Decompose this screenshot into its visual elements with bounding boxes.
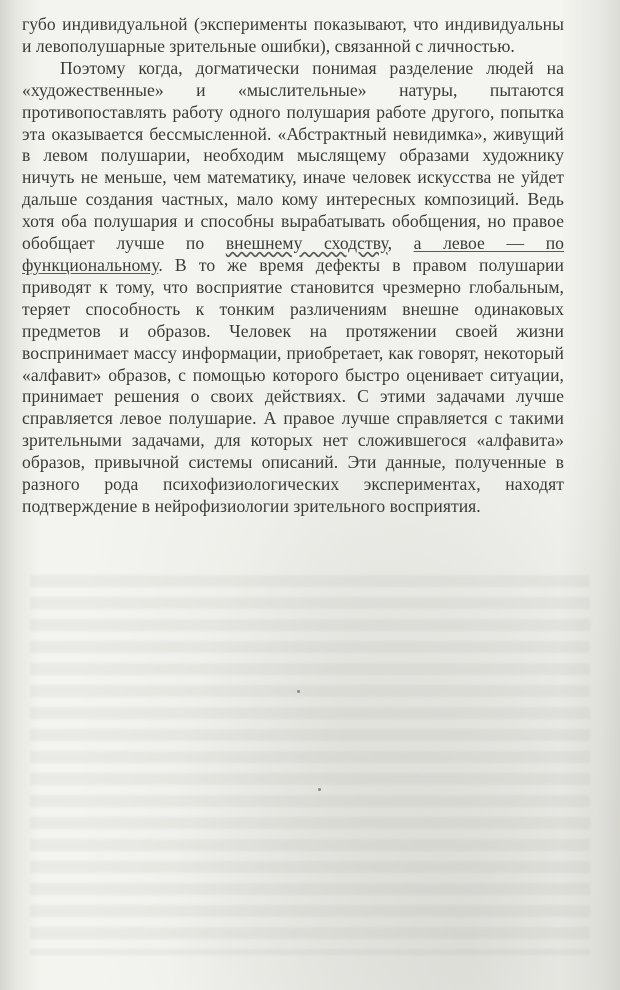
dust-speck [318, 788, 321, 791]
comma-separator: , [387, 233, 414, 254]
paragraph-main-part2: . В то же время дефекты в правом полушарии приводят к тому, что восприятие становится чрезмерно глобальным, теряет способность к тонким различениям внешне одинаковых предметов и образов. Человек на протяжении своей жизни воспринимает массу информации, приобретает, как говорят, некоторый «алфавит» образов, с помощью которого быстро оценивает ситуации, принимает решения о своих действиях. С этими задачами лучше справляется левое полушарие. А правое лучше справляется с такими зрительными задачами, для которых нет сложившегося «алфавита» образов, привычной системы описаний. Эти данные, полученные в разного рода психофизиологических экспериментах, находят подтверждение в нейрофизиологии зрительного восприятия. [22, 254, 564, 516]
body-text [22, 14, 564, 518]
dust-speck [297, 690, 300, 693]
paragraph-main [22, 58, 564, 518]
paragraph-main-part1: Поэтому когда, догматически понимая разделение людей на «художественные» и «мыслительные» натуры, пытаются противопоставлять работу одного полушария работе другого, попытка эта оказывается бессмысленной. «Абстрактный невидимка», живущий в левом полушарии, необходим мыслящему образами художнику ничуть не меньше, чем математику, иначе человек искусства не уйдет дальше создания частных, мало кому интересных композиций. Ведь хотя оба полушария и способны вырабатывать обобщения, но правое обобщает лучше по [22, 57, 564, 254]
bleed-through-text-area [30, 575, 590, 955]
paragraph-continuation: губо индивидуальной (эксперименты показывают, что индивидуальны и левополушарные зрительные ошибки), связанной с личностью. [22, 14, 564, 56]
underlined-phrase-straight: а левое — по функциональному [22, 233, 565, 275]
underlined-phrase-wavy: внешнему сходству [225, 233, 388, 254]
